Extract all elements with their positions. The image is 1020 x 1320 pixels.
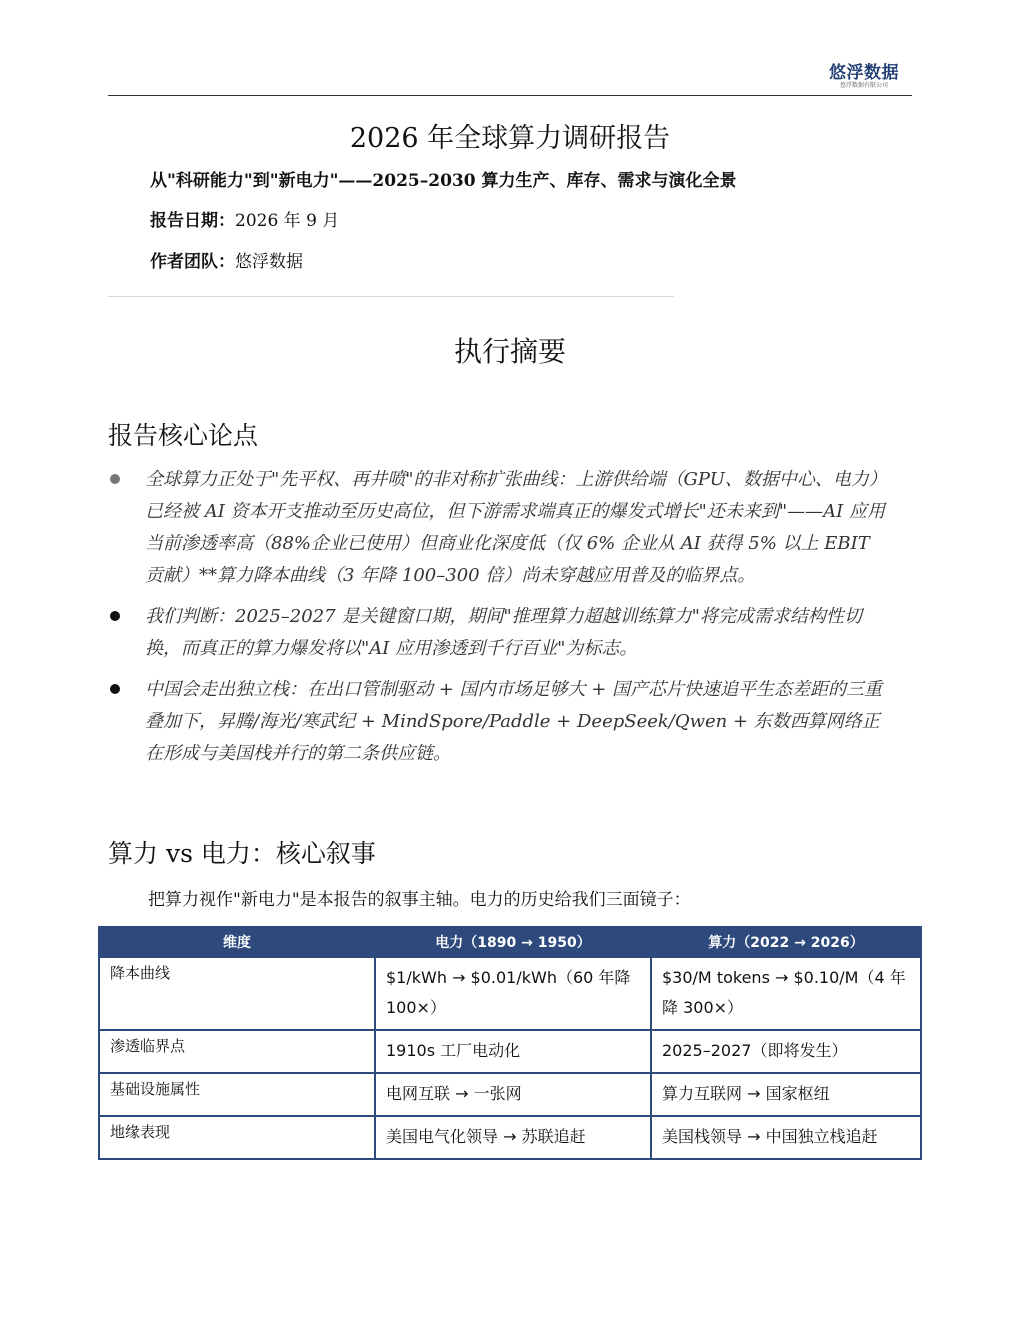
report-date-label: 报告日期： xyxy=(150,211,235,231)
table-cell: 1910s 工厂电动化 xyxy=(375,1030,651,1073)
report-date-value: 2026 年 9 月 xyxy=(235,211,340,231)
report-title: 2026 年全球算力调研报告 xyxy=(349,123,671,154)
table-cell: 地缘表现 xyxy=(99,1116,375,1159)
bullet-icon xyxy=(110,684,120,694)
table-cell: 渗透临界点 xyxy=(99,1030,375,1073)
table-row xyxy=(99,957,921,1030)
bullet-icon xyxy=(110,611,120,621)
company-logo xyxy=(829,64,899,90)
table-row xyxy=(99,1030,921,1073)
comparison-heading: 算力 vs 电力：核心叙事 xyxy=(108,839,376,868)
report-author-value: 悠浮数据 xyxy=(235,252,303,272)
column-header: 维度 xyxy=(99,927,375,957)
core-points-heading: 报告核心论点 xyxy=(108,421,259,450)
report-subtitle: 从"科研能力"到"新电力"——2025–2030 算力生产、库存、需求与演化全景 xyxy=(150,171,737,191)
table-cell: 电网互联 → 一张网 xyxy=(375,1073,651,1116)
table-cell: 2025–2027（即将发生） xyxy=(651,1030,921,1073)
table-cell: 美国栈领导 → 中国独立栈追赶 xyxy=(651,1116,921,1159)
executive-summary-heading: 执行摘要 xyxy=(453,335,566,368)
report-author-label: 作者团队： xyxy=(150,252,235,272)
column-header: 算力（2022 → 2026） xyxy=(651,927,921,957)
table-cell: 算力互联网 → 国家枢纽 xyxy=(651,1073,921,1116)
list-item xyxy=(108,601,888,665)
table-row xyxy=(99,1116,921,1159)
logo-subtext: 悠浮数据有限公司 xyxy=(839,82,888,89)
point-text: 全球算力正处于"先平权、再井喷"的非对称扩张曲线：上游供给端（GPU、数据中心、电力）已经被 AI 资本开支推动至历史高位，但下游需求端真正的爆发式增长"还未来到"——AI 应用当前渗透率高（88%企业已使用）但商业化深度低（仅 6% 企业从 AI 获得 5% 以上 EBIT 贡献）**算力降本曲线（3 年降 100–300 倍）尚未穿越应用普及的临界点。 xyxy=(145,469,887,586)
point-text: 中国会走出独立栈：在出口管制驱动 + 国内市场足够大 + 国产芯片快速追平生态差距的三重叠加下，昇腾/海光/寒武纪 + MindSpore/Paddle + DeepSeek/Qwen + 东数西算网络正在形成与美国栈并行的第二条供应链。 xyxy=(145,679,883,764)
point-text: 我们判断：2025–2027 是关键窗口期，期间"推理算力超越训练算力"将完成需求结构性切换，而真正的算力爆发将以"AI 应用渗透到千行百业"为标志。 xyxy=(145,606,862,659)
list-item xyxy=(108,674,888,770)
report-date xyxy=(150,206,339,231)
table-row xyxy=(99,1073,921,1116)
table-cell: 降本曲线 xyxy=(99,957,375,1030)
header-divider xyxy=(108,95,912,96)
core-points-list xyxy=(108,464,888,779)
table-cell: $1/kWh → $0.01/kWh（60 年降 100×） xyxy=(375,957,651,1030)
list-item xyxy=(108,464,888,592)
logo-text: 悠浮数据 xyxy=(829,63,899,83)
comparison-intro: 把算力视作"新电力"是本报告的叙事主轴。电力的历史给我们三面镜子： xyxy=(148,890,691,910)
table-cell: 基础设施属性 xyxy=(99,1073,375,1116)
table-header-row xyxy=(99,927,921,957)
column-header: 电力（1890 → 1950） xyxy=(375,927,651,957)
table-cell: $30/M tokens → $0.10/M（4 年降 300×） xyxy=(651,957,921,1030)
bullet-icon xyxy=(110,474,120,484)
section-divider xyxy=(108,296,674,297)
report-author xyxy=(150,247,303,272)
table-cell: 美国电气化领导 → 苏联追赶 xyxy=(375,1116,651,1159)
comparison-table xyxy=(98,926,922,1160)
